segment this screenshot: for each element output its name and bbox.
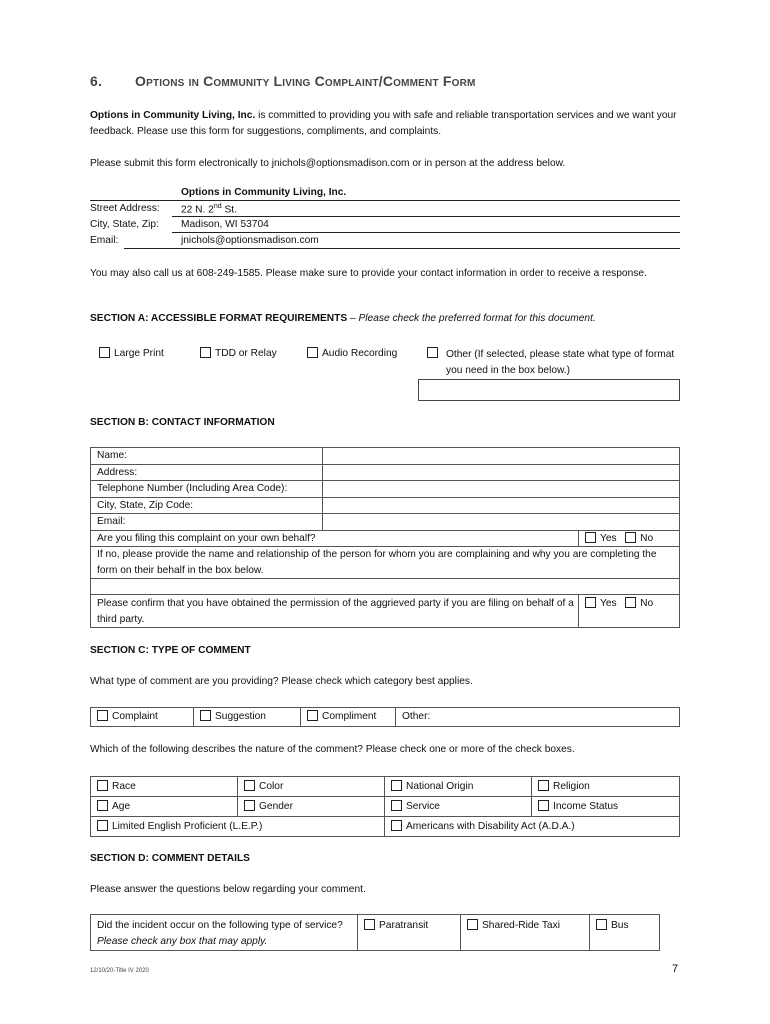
section-a-heading: SECTION A: ACCESSIBLE FORMAT REQUIREMENTS – Please check the preferred format for this document. [90, 313, 596, 324]
checkbox-color[interactable] [244, 780, 255, 791]
nature-color[interactable]: Color [238, 777, 385, 797]
city-line [172, 232, 680, 233]
phone-label: Telephone Number (Including Area Code): [91, 481, 323, 498]
address-org: Options in Community Living, Inc. [181, 187, 347, 198]
submit-text: Please submit this form electronically to jnichols@optionsmadison.com or in person at the address below. [90, 158, 566, 169]
city-label: City, State, Zip: [90, 219, 159, 230]
intro-text: is committed to providing you with safe and reliable transportation services and we want your feedback. Please use this form for suggestions, compliments, and complaints. [90, 110, 677, 137]
email-field-label: Email: [91, 514, 323, 531]
page-title [90, 73, 476, 89]
footer-code: 12/10/20-Title IV 2020 [90, 968, 149, 974]
street-line [172, 216, 680, 217]
checkbox-bus[interactable] [596, 919, 607, 930]
street-label: Street Address: [90, 203, 160, 214]
name-label: Name: [91, 448, 323, 465]
nature-gender[interactable]: Gender [238, 797, 385, 817]
checkbox-other-format[interactable] [427, 347, 438, 358]
checkbox-complaint[interactable] [97, 710, 108, 721]
service-shared-ride-taxi[interactable]: Shared-Ride Taxi [461, 915, 590, 951]
nature-ada[interactable]: Americans with Disability Act (A.D.A.) [385, 817, 680, 837]
section-a-subtitle: Please check the preferred format for this document. [358, 313, 596, 324]
nature-age[interactable]: Age [91, 797, 238, 817]
type-suggestion[interactable]: Suggestion [194, 708, 301, 727]
section-d-intro: Please answer the questions below regarding your comment. [90, 884, 366, 895]
email-field-input[interactable] [323, 514, 680, 531]
section-c-title: SECTION C: TYPE OF COMMENT [90, 645, 251, 656]
name-input[interactable] [323, 448, 680, 465]
checkbox-paratransit[interactable] [364, 919, 375, 930]
format-other-label: Other (If selected, please state what type of format you need in the box below.) [446, 349, 675, 376]
checkbox-gender[interactable] [244, 800, 255, 811]
section-b-title: SECTION B: CONTACT INFORMATION [90, 417, 275, 428]
format-audio-recording[interactable]: Audio Recording [307, 347, 397, 359]
nature-service[interactable]: Service [385, 797, 532, 817]
service-type-table [90, 914, 660, 951]
nature-religion[interactable]: Religion [532, 777, 680, 797]
phone-input[interactable] [323, 481, 680, 498]
service-bus[interactable]: Bus [590, 915, 660, 951]
checkbox-tdd-relay[interactable] [200, 347, 211, 358]
page-number: 7 [672, 963, 679, 975]
nature-race[interactable]: Race [91, 777, 238, 797]
submit-paragraph [90, 156, 690, 172]
comment-type-table [90, 707, 680, 727]
section-d-title: SECTION D: COMMENT DETAILS [90, 853, 250, 864]
checkbox-audio-recording[interactable] [307, 347, 318, 358]
format-tdd-relay[interactable]: TDD or Relay [200, 347, 277, 359]
checkbox-own-behalf-no[interactable] [625, 532, 636, 543]
city-state-zip-label: City, State, Zip Code: [91, 497, 323, 514]
checkbox-ada[interactable] [391, 820, 402, 831]
email-line [124, 248, 680, 249]
nature-question: Which of the following describes the nature of the comment? Please check one or more of the check boxes. [90, 744, 575, 755]
other-format-input[interactable] [418, 379, 680, 401]
intro-org: Options in Community Living, Inc. [90, 110, 256, 121]
format-large-print[interactable]: Large Print [99, 347, 164, 359]
checkbox-religion[interactable] [538, 780, 549, 791]
type-other[interactable]: Other: [396, 708, 680, 727]
intro-paragraph [90, 108, 682, 140]
section-number: 6. [90, 73, 103, 89]
format-other[interactable] [427, 347, 442, 359]
if-no-instructions: If no, please provide the name and relationship of the person for whom you are complaining and why you are completing the form on their behalf in the box below. [91, 547, 680, 579]
nature-national-origin[interactable]: National Origin [385, 777, 532, 797]
contact-table [90, 447, 680, 628]
checkbox-suggestion[interactable] [200, 710, 211, 721]
service-paratransit[interactable]: Paratransit [358, 915, 461, 951]
permission-options: Yes No [579, 595, 680, 628]
checkbox-lep[interactable] [97, 820, 108, 831]
street-value: 22 N. 2nd St. [181, 203, 237, 216]
checkbox-own-behalf-yes[interactable] [585, 532, 596, 543]
checkbox-large-print[interactable] [99, 347, 110, 358]
checkbox-permission-no[interactable] [625, 597, 636, 608]
type-complaint[interactable]: Complaint [91, 708, 194, 727]
behalf-explanation-input[interactable] [91, 579, 680, 595]
checkbox-income-status[interactable] [538, 800, 549, 811]
section-a-title: SECTION A: ACCESSIBLE FORMAT REQUIREMENTS [90, 313, 348, 324]
permission-question: Please confirm that you have obtained the permission of the aggrieved party if you are filing on behalf of a third party. [91, 595, 579, 628]
comment-type-question: What type of comment are you providing? Please check which category best applies. [90, 676, 473, 687]
own-behalf-options: Yes No [579, 530, 680, 547]
email-label: Email: [90, 235, 119, 246]
city-value: Madison, WI 53704 [181, 219, 269, 230]
checkbox-permission-yes[interactable] [585, 597, 596, 608]
nature-lep[interactable]: Limited English Proficient (L.E.P.) [91, 817, 385, 837]
checkbox-national-origin[interactable] [391, 780, 402, 791]
checkbox-compliment[interactable] [307, 710, 318, 721]
own-behalf-question: Are you filing this complaint on your own behalf? [91, 530, 579, 547]
checkbox-shared-ride-taxi[interactable] [467, 919, 478, 930]
checkbox-age[interactable] [97, 800, 108, 811]
call-paragraph [90, 266, 682, 282]
address-org-line [90, 200, 680, 201]
call-text: You may also call us at 608-249-1585. Please make sure to provide your contact information in order to receive a response. [90, 268, 647, 279]
city-state-zip-input[interactable] [323, 497, 680, 514]
form-title: Options in Community Living Complaint/Comment Form [135, 73, 476, 89]
checkbox-race[interactable] [97, 780, 108, 791]
incident-question: Did the incident occur on the following type of service? Please check any box that may apply. [91, 915, 358, 951]
type-compliment[interactable]: Compliment [301, 708, 396, 727]
address-input[interactable] [323, 464, 680, 481]
address-label: Address: [91, 464, 323, 481]
email-value: jnichols@optionsmadison.com [181, 235, 319, 246]
checkbox-service[interactable] [391, 800, 402, 811]
nature-table [90, 776, 680, 837]
nature-income-status[interactable]: Income Status [532, 797, 680, 817]
